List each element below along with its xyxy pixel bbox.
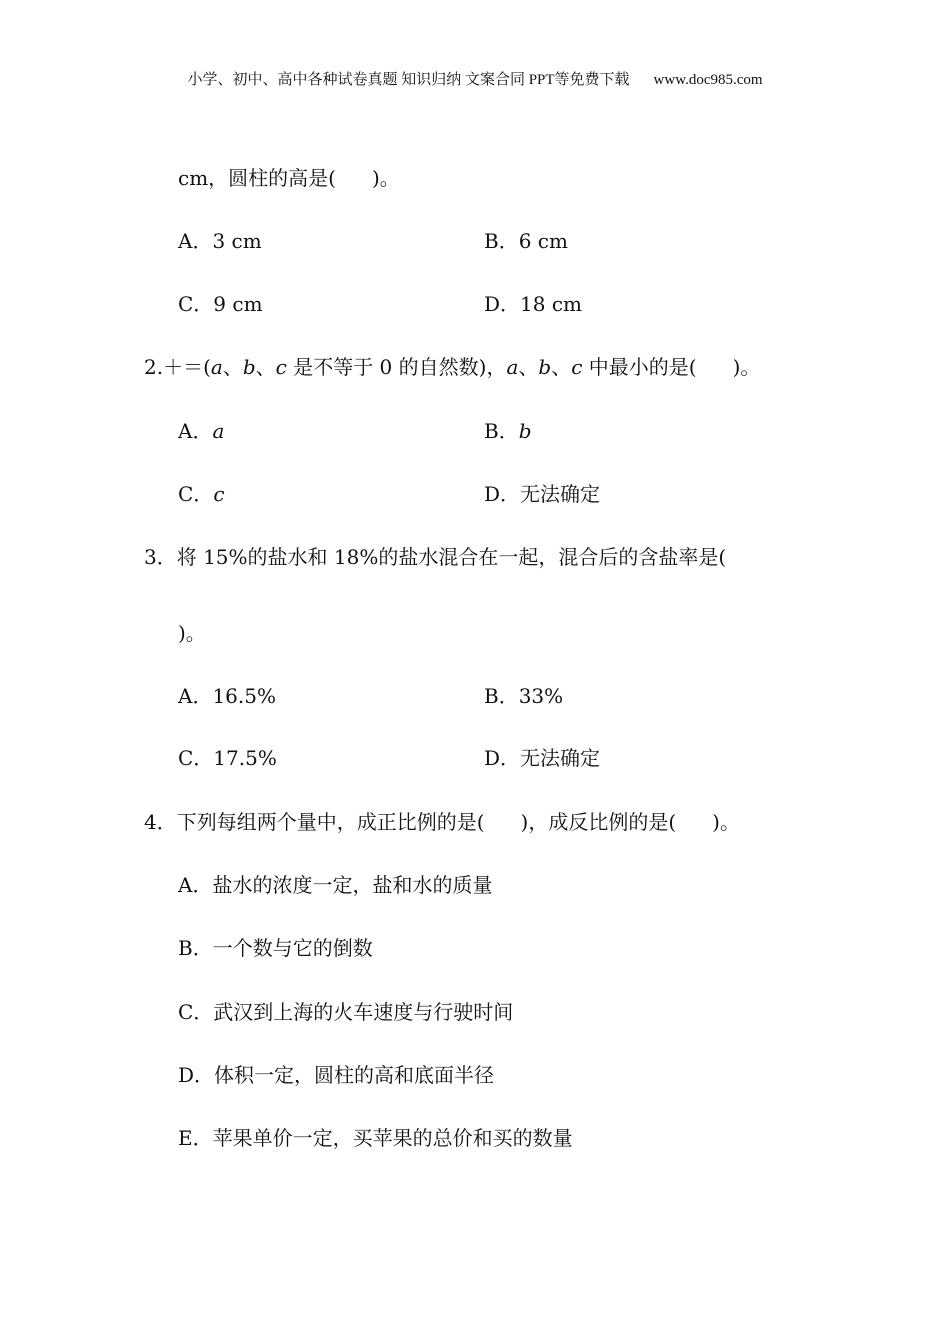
q2-option-c-var: c [213,482,225,506]
q2-option-b-label: B． [484,419,519,443]
q2-option-c [178,484,225,504]
q2-option-b-var: b [518,419,532,443]
q2-tail: 中最小的是( [582,355,697,379]
q2-var-b: b [242,355,256,379]
q2-var-a: a [210,355,223,379]
q2-mid: 是不等于 0 的自然数)， [286,355,507,379]
q2-num: 2.＋＝( [144,355,211,379]
q4-option-e: E．苹果单价一定，买苹果的总价和买的数量 [178,1126,573,1150]
q3-option-a: A．16.5% [178,684,276,708]
q2-var-a2: a [506,355,519,379]
q4-part1: 4．下列每组两个量中，成正比例的是( [144,810,485,834]
q2-var-c: c [275,355,287,379]
q4-option-a: A．盐水的浓度一定，盐和水的质量 [178,873,493,897]
q2-option-a-label: A． [178,419,213,443]
q1-option-c: C．9 cm [178,292,263,316]
q3-stem: 3．将 15%的盐水和 18%的盐水混合在一起，混合后的含盐率是( [144,545,727,569]
q1-continuation [178,168,400,188]
header-text: 小学、初中、高中各种试卷真题 知识归纳 文案合同 PPT等免费下载 [187,72,630,88]
q1-option-a: A．3 cm [178,229,262,253]
q2-stem [144,357,760,377]
q3-option-d: D．无法确定 [484,746,601,770]
q4-stem [144,812,740,832]
q1-option-d: D．18 cm [484,292,583,316]
q4-option-b: B．一个数与它的倒数 [178,936,373,960]
q2-sep: 、 [551,355,572,379]
q1-close: )。 [371,166,400,190]
q2-option-c-label: C． [178,482,214,506]
q2-var-b2: b [538,355,552,379]
q3-option-b: B．33% [484,684,564,708]
q4-close: )。 [712,810,740,834]
q4-option-c: C．武汉到上海的火车速度与行驶时间 [178,1000,514,1024]
q1-option-b: B．6 cm [484,229,568,253]
q2-sep: 、 [255,355,276,379]
q1-text: cm，圆柱的高是( [178,166,336,190]
q4-part2: )，成反比例的是( [520,810,677,834]
q2-option-d: D．无法确定 [484,482,601,506]
q2-option-a-var: a [212,419,225,443]
q2-sep: 、 [222,355,243,379]
q3-close: )。 [178,621,206,645]
q2-var-c2: c [571,355,583,379]
page-header [0,68,950,89]
q2-sep: 、 [518,355,539,379]
q2-option-b [484,421,532,441]
q3-option-c: C．17.5% [178,746,277,770]
header-site: www.doc985.com [653,72,763,88]
q2-close: )。 [732,355,761,379]
q2-option-a [178,421,224,441]
q4-option-d: D．体积一定，圆柱的高和底面半径 [178,1063,495,1087]
